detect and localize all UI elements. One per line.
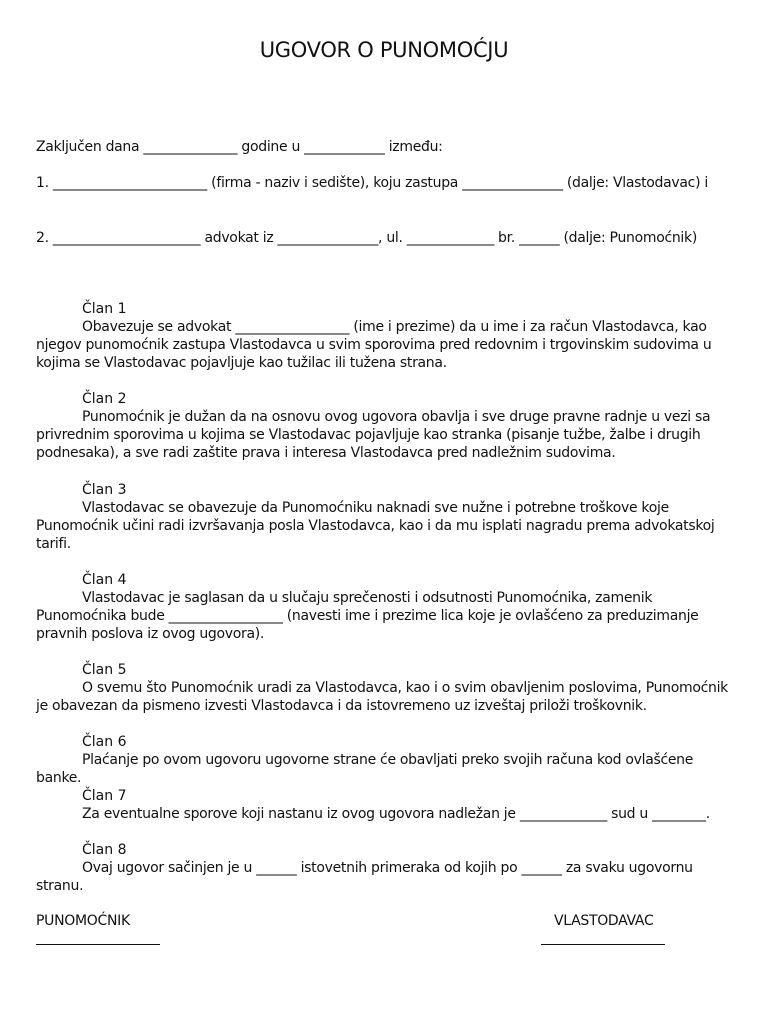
principal-signature-line <box>541 944 665 945</box>
intro-line: Zaključen dana ______________ godine u ____________ između: <box>36 139 443 155</box>
article-8-title: Član 8 <box>82 842 127 858</box>
article-2-text: Punomoćnik je dužan da na osnovu ovog ugovora obavlja i sve druge pravne radnje u vezi sa privrednim sporovima u kojima se Vlastodavac pojavljuje kao stranka (pisanje tužbe, žalbe i drugih podnesaka), a sve radi zaštite prava i interesa Vlastodavca pred nadležnim sudovima. <box>36 409 711 461</box>
principal-signature-label: VLASTODAVAC <box>554 913 654 929</box>
article-5-text: O svemu što Punomoćnik uradi za Vlastodavca, kao i o svim obavljenim poslovima, Punomoćnik je obavezan da pismeno izvesti Vlastodavca i da istovremeno uz izveštaj priloži troškovnik. <box>36 680 728 714</box>
article-2-title: Član 2 <box>82 391 127 407</box>
article-1-text: Obavezuje se advokat _________________ (ime i prezime) da u ime i za račun Vlastodavca, kao njegov punomoćnik zastupa Vlastodavca u svim sporovima pred redovnim i trgovinskim sudovima u kojima se Vlastodavac pojavljuje kao tužilac ili tužena strana. <box>36 319 712 371</box>
article-4-title: Član 4 <box>82 572 127 588</box>
article-7-title: Član 7 <box>82 788 127 804</box>
article-8-text: Ovaj ugovor sačinjen je u ______ istovetnih primeraka od kojih po ______ za svaku ugovornu stranu. <box>36 860 693 894</box>
article-4-text: Vlastodavac je saglasan da u slučaju sprečenosti i odsutnosti Punomoćnika, zamenik Punomoćnika bude _________________ (navesti ime i prezime lica koje je ovlašćeno za preduzimanje pravnih poslova iz ovog ugovora). <box>36 590 699 642</box>
article-6-title: Član 6 <box>82 734 127 750</box>
article-3-text: Vlastodavac se obavezuje da Punomoćniku naknadi sve nužne i potrebne troškove koje Punomoćnik učini radi izvršavanja posla Vlastodavca, kao i da mu isplati nagradu prema advokatskoj tarifi. <box>36 500 715 552</box>
party-principal: 1. _______________________ (firma - naziv i sedište), koju zastupa _______________ (dalje: Vlastodavac) i <box>36 175 708 191</box>
article-7-text: Za eventualne sporove koji nastanu iz ovog ugovora nadležan je _____________ sud u ________. <box>82 806 710 822</box>
document-title: UGOVOR O PUNOMOĆJU <box>259 38 509 62</box>
article-6-text: Plaćanje po ovom ugovoru ugovorne strane će obavljati preko svojih računa kod ovlašćene banke. <box>36 752 694 786</box>
article-5-title: Član 5 <box>82 662 127 678</box>
article-3-title: Član 3 <box>82 482 127 498</box>
attorney-signature-line <box>36 944 160 945</box>
article-1-title: Član 1 <box>82 301 127 317</box>
attorney-signature-label: PUNOMOĆNIK <box>36 913 130 929</box>
party-attorney: 2. ______________________ advokat iz _______________, ul. _____________ br. ______ (dalje: Punomoćnik) <box>36 230 697 246</box>
